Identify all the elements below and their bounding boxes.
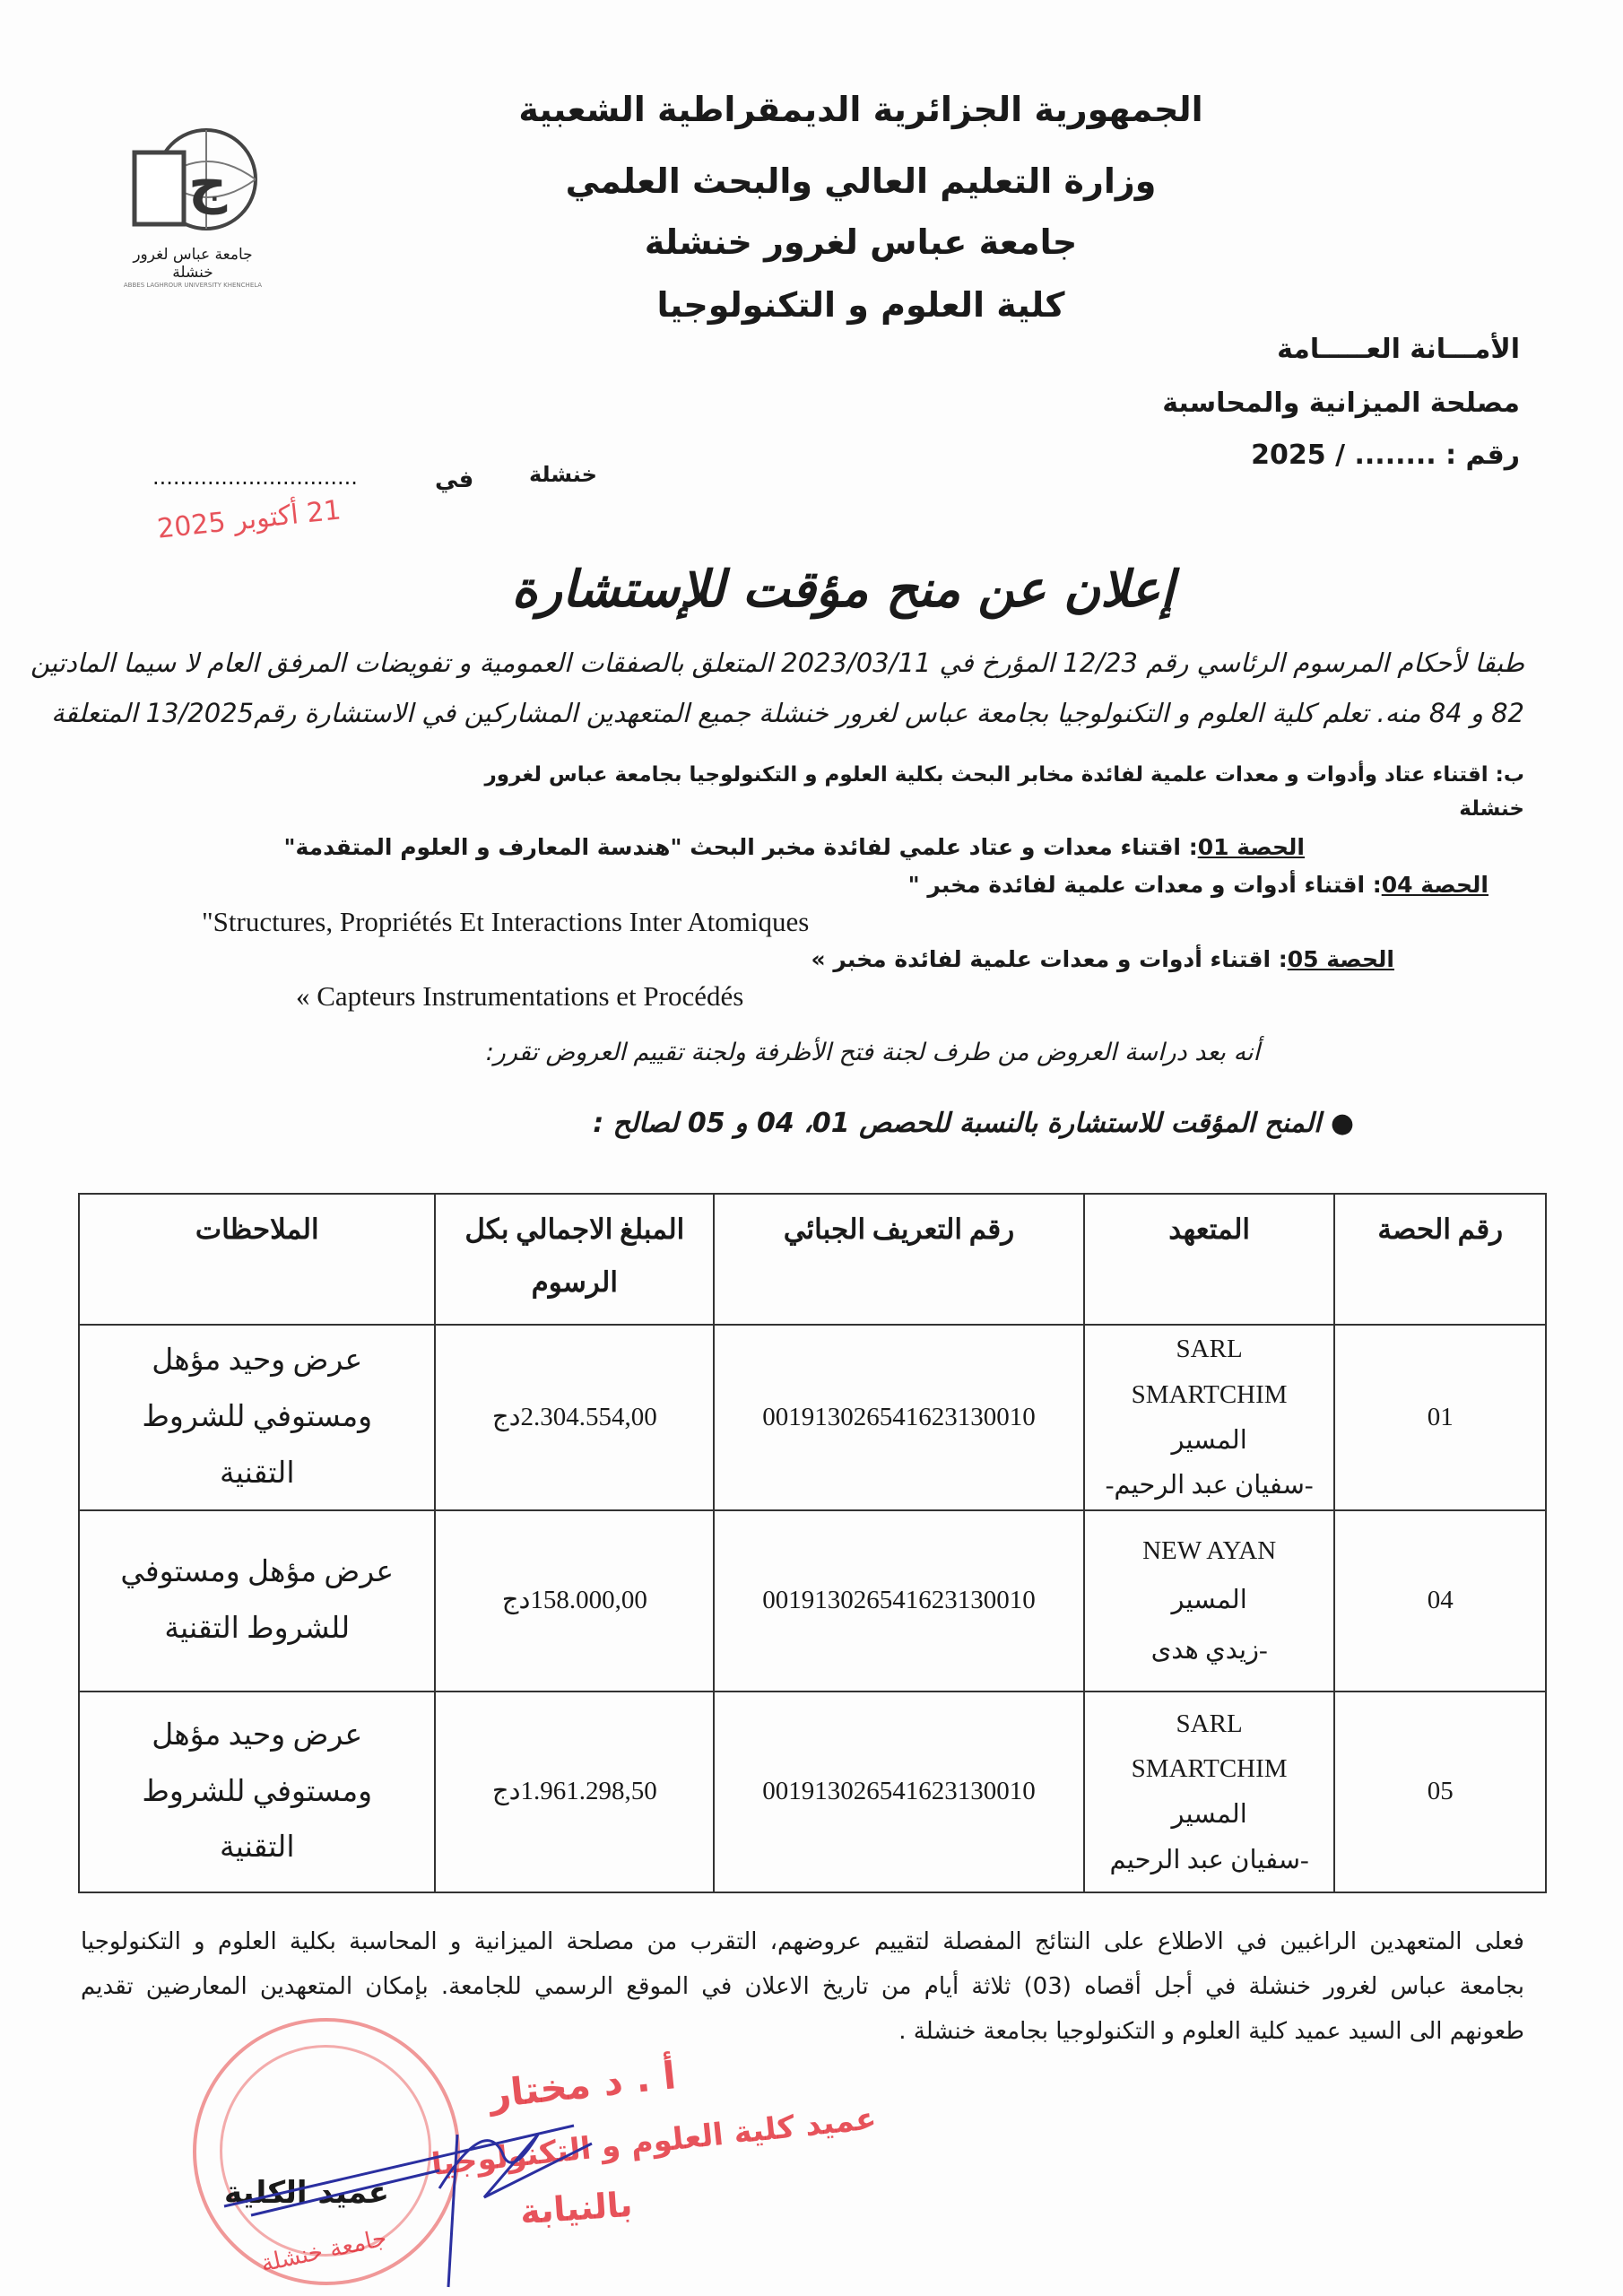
header-faculty: كلية العلوم و التكنولوجيا: [656, 285, 1065, 325]
lot-label: الحصة 05: [1287, 946, 1394, 972]
cell-amount: 1.961.298,50دج: [435, 1692, 714, 1892]
bidder-line: SMARTCHIM: [1131, 1754, 1288, 1784]
closing-line: طعونهم الى السيد عميد كلية العلوم و التكنولوجيا بجامعة خنشلة .: [898, 2018, 1524, 2045]
service-name: مصلحة الميزانية والمحاسبة: [1162, 387, 1520, 419]
cell-lot: 04: [1334, 1510, 1546, 1692]
date-in: في: [435, 466, 474, 493]
decision-text: المنح المؤقت للاستشارة بالنسبة للحصص 01، 04 و 05 لصالح :: [593, 1108, 1322, 1139]
date-dots: ..............................: [152, 465, 358, 490]
lot-text: : اقتناء معدات و عتاد علمي لفائدة مخبر البحث "هندسة المعارف و العلوم المتقدمة": [283, 834, 1198, 860]
cell-bidder: [1084, 1510, 1335, 1692]
header-amount: المبلغ الاجمالي بكل الرسوم: [435, 1194, 714, 1325]
lot-label: الحصة 01: [1197, 834, 1305, 860]
closing-line: فعلى المتعهدين الراغبين في الاطلاع على النتائج المفصلة لتقييم عروضهم، التقرب من مصلحة الميزانية و المحاسبة بكلية العلوم و التكنولوجيا: [81, 1928, 1524, 1955]
decision-bullet: [593, 1108, 1354, 1139]
cell-tax-id: 001913026541623130010: [714, 1325, 1084, 1510]
cell-notes: عرض مؤهل ومستوفي للشروط التقنية: [79, 1510, 435, 1692]
logo-subtext: ABBES LAGHROUR UNIVERSITY KHENCHELA: [123, 282, 263, 289]
intro-line: 82 و 84 منه. تعلم كلية العلوم و التكنولوجيا بجامعة عباس لغرور خنشلة جميع المتعهدين المشاركين في الاستشارة رقم13/2025 المتعلقة: [51, 698, 1524, 728]
intro-line: طبقا لأحكام المرسوم الرئاسي رقم 12/23 المؤرخ في 2023/03/11 المتعلق بالصفقات العمومية و تفويضات المرفق العام لا سيما المادتين: [30, 648, 1524, 678]
intro-line: ب: اقتناء عتاد وأدوات و معدات علمية لفائدة مخابر البحث بكلية العلوم و التكنولوجيا بجامعة عباس لغرور خنشلة: [484, 763, 1524, 821]
cell-tax-id: 001913026541623130010: [714, 1692, 1084, 1892]
bidder-line: SARL: [1176, 1335, 1243, 1363]
table-row: [79, 1510, 1546, 1692]
cell-notes: عرض وحيد مؤهل ومستوفي للشروط التقنية: [79, 1692, 435, 1892]
lot-text: : اقتناء أدوات و معدات علمية لفائدة مخبر ": [907, 872, 1382, 898]
signature-title: عميد الكلية: [224, 2175, 389, 2211]
date-city: خنشلة: [529, 462, 597, 487]
table-header-row: [79, 1194, 1546, 1325]
stamp-name: أ . د مختار: [487, 2053, 679, 2117]
award-table: [78, 1193, 1547, 1893]
closing-line: بجامعة عباس لغرور خنشلة في أجل أقصاه (03) ثلاثة أيام من تاريخ الاعلان في الموقع الرسمي للجامعة. بإمكان المتعهدين المعارضين تقديم: [81, 1973, 1524, 2000]
svg-text:ج: ج: [188, 152, 228, 215]
handwritten-signature: [215, 2081, 664, 2296]
bidder-line: المسير: [1171, 1586, 1247, 1615]
header-ministry: وزارة التعليم العالي والبحث العلمي: [565, 161, 1157, 201]
bidder-line: المسير: [1171, 1800, 1247, 1829]
lot-label: الحصة 04: [1381, 872, 1488, 898]
lot-05: [812, 946, 1394, 972]
header-notes: الملاحظات: [79, 1194, 435, 1325]
bidder-line: NEW AYAN: [1142, 1536, 1277, 1566]
bidder-line: SARL: [1176, 1709, 1243, 1738]
header-tax-id: رقم التعريف الجبائي: [714, 1194, 1084, 1325]
cell-bidder: [1084, 1325, 1335, 1510]
table-row: [79, 1692, 1546, 1892]
decision-intro: أنه بعد دراسة العروض من طرف لجنة فتح الأظرفة ولجنة تقييم العروض تقرر:: [485, 1039, 1260, 1066]
cell-bidder: [1084, 1692, 1335, 1892]
bidder-line: -سفيان عبد الرحيم: [1109, 1845, 1309, 1874]
cell-tax-id: 001913026541623130010: [714, 1510, 1084, 1692]
stamp-role: عميد كلية العلوم و التكنولوجيا: [430, 2100, 879, 2183]
lot-text: : اقتناء أدوات و معدات علمية لفائدة مخبر »: [811, 946, 1288, 972]
globe-book-icon: [121, 126, 265, 242]
cell-lot: 05: [1334, 1692, 1546, 1892]
header-university: جامعة عباس لغرور خنشلة: [644, 222, 1078, 262]
bullet-icon: ●: [1321, 1108, 1354, 1139]
general-secretariat: الأمـــانة العـــــامة: [1277, 334, 1520, 365]
cell-amount: 2.304.554,00دج: [435, 1325, 714, 1510]
lot-01: [283, 834, 1305, 860]
cell-lot: 01: [1334, 1325, 1546, 1510]
bidder-line: -سفيان عبد الرحيم-: [1105, 1471, 1314, 1500]
date-stamp: 21 أكتوبر 2025: [155, 494, 343, 545]
stamp-by-proxy: بالنيابة: [518, 2184, 634, 2232]
lot-04: [908, 872, 1488, 898]
reference-number: رقم : ........ / 2025: [1251, 439, 1520, 471]
header-lot: رقم الحصة: [1334, 1194, 1546, 1325]
lot-05-lab: « Capteurs Instrumentations et Procédés: [296, 980, 744, 1012]
header-bidder: المتعهد: [1084, 1194, 1335, 1325]
header-republic: الجمهورية الجزائرية الديمقراطية الشعبية: [518, 90, 1203, 129]
bidder-line: SMARTCHIM: [1131, 1379, 1288, 1409]
table-row: [79, 1325, 1546, 1510]
bidder-line: المسير: [1171, 1425, 1247, 1455]
page-title: إعلان عن منح مؤقت للإستشارة: [511, 561, 1175, 619]
cell-amount: 158.000,00دج: [435, 1510, 714, 1692]
logo-text: جامعة عباس لغرور خنشلة: [133, 246, 253, 282]
lot-04-lab: "Structures, Propriétés Et Interactions Inter Atomiques: [202, 906, 810, 937]
seal-text: جامعة خنشلة: [258, 2224, 389, 2278]
cell-notes: عرض وحيد مؤهل ومستوفي للشروط التقنية: [79, 1325, 435, 1510]
bidder-line: -زيدي هدى: [1150, 1635, 1268, 1665]
university-logo: [121, 126, 265, 289]
